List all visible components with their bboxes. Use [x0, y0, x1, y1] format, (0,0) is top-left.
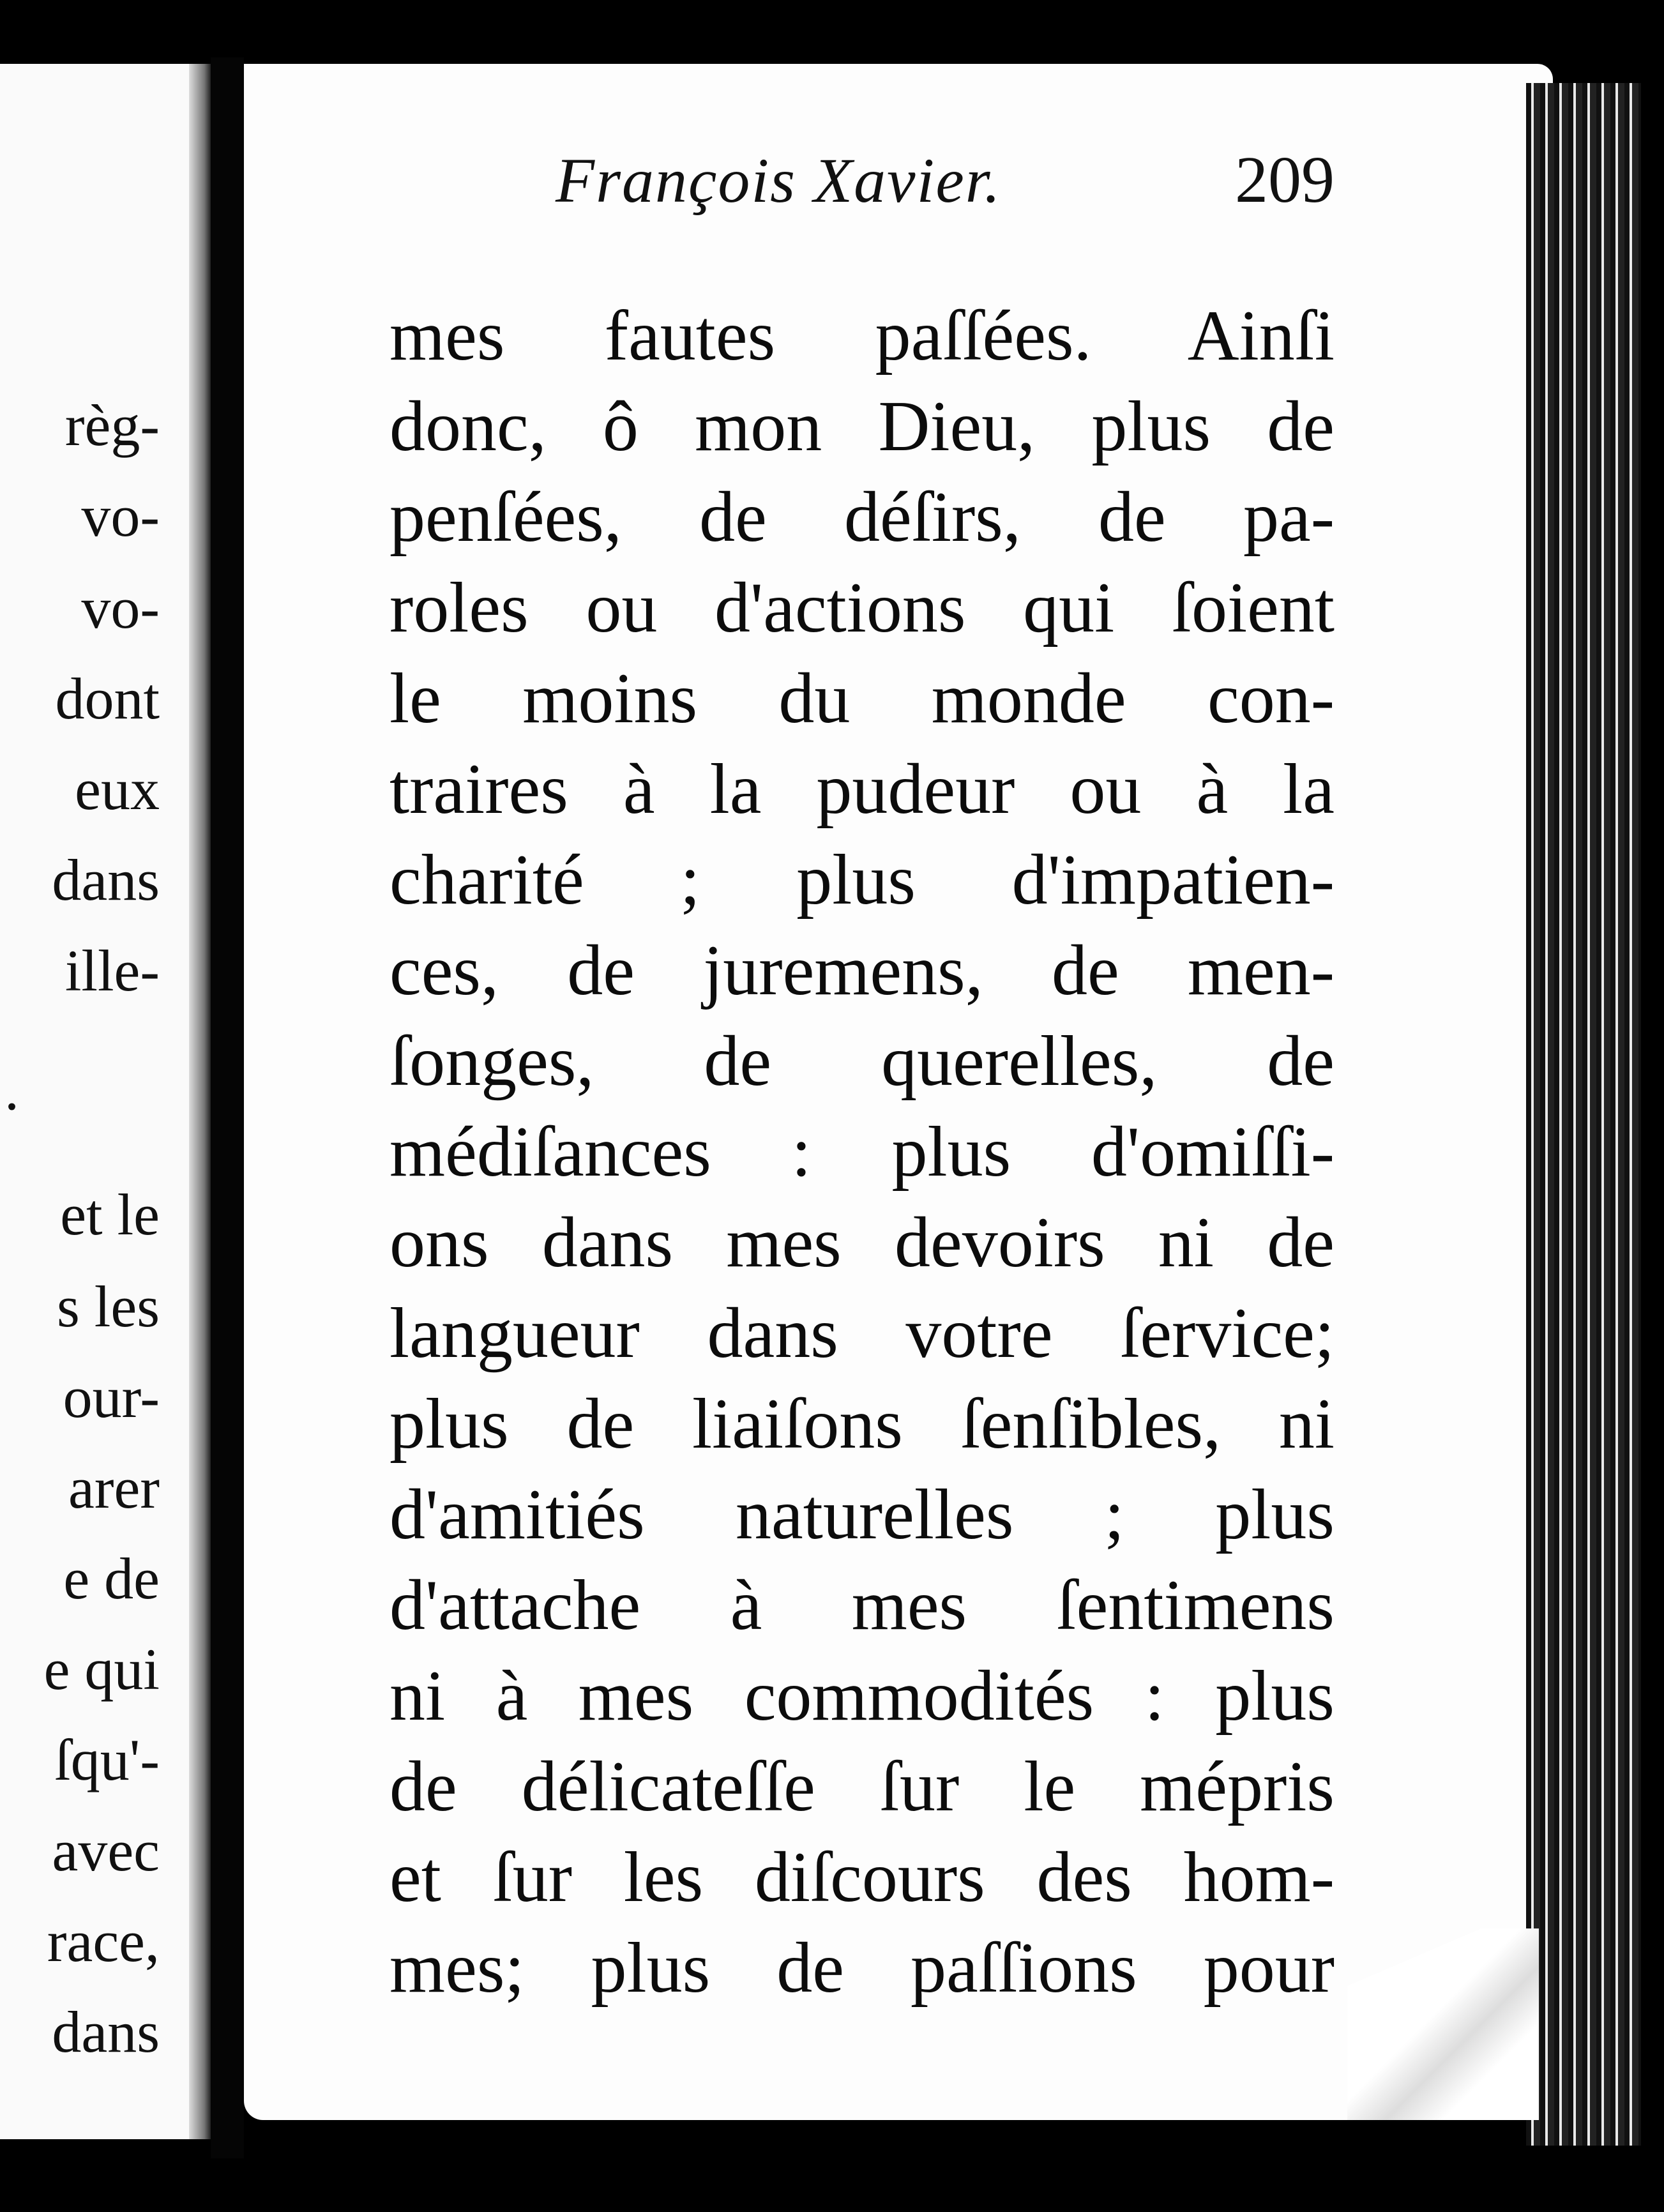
left-page-line: race, — [47, 1909, 160, 1974]
text-line: de délicateſſe ſur le mépris — [390, 1747, 1335, 1826]
text-line: ni à mes commodités : plus — [390, 1656, 1335, 1736]
text-line: le moins du monde con- — [390, 659, 1335, 738]
left-page-gutter — [189, 64, 211, 2139]
left-page-line: e qui — [43, 1637, 160, 1702]
left-page — [0, 64, 211, 2139]
text-line: traires à la pudeur ou à la — [390, 750, 1335, 829]
left-page-line: règ- — [64, 393, 160, 458]
left-page-line: dans — [52, 1999, 160, 2064]
text-line: roles ou d'actions qui ſoient — [390, 568, 1335, 648]
page-edges — [1526, 83, 1641, 2146]
text-line: d'attache à mes ſentimens — [390, 1566, 1335, 1645]
text-line: langueur dans votre ſervice; — [390, 1294, 1335, 1373]
book-spine — [211, 57, 244, 2158]
left-page-line: ille- — [64, 938, 160, 1003]
left-page-line: eux — [75, 757, 160, 822]
text-line: donc, ô mon Dieu, plus de — [390, 387, 1335, 466]
text-line: ons dans mes devoirs ni de — [390, 1203, 1335, 1282]
text-line: médiſances : plus d'omiſſi- — [390, 1112, 1335, 1192]
left-page-line: vo- — [81, 483, 160, 549]
left-page-line: avec — [52, 1818, 160, 1883]
left-page-line: . — [4, 1057, 19, 1122]
text-line: ces, de juremens, de men- — [390, 931, 1335, 1010]
left-page-line: e de — [63, 1546, 160, 1611]
text-line: d'amitiés naturelles ; plus — [390, 1475, 1335, 1554]
left-page-line: ſqu'- — [54, 1727, 160, 1792]
left-page-line: our- — [63, 1365, 160, 1430]
text-line: ſonges, de querelles, de — [390, 1022, 1335, 1101]
text-line: mes; plus de paſſions pour — [390, 1928, 1335, 2008]
page-number: 209 — [1235, 143, 1335, 216]
text-line: penſées, de déſirs, de pa- — [390, 478, 1335, 557]
text-line: mes fautes paſſées. Ainſi — [390, 296, 1335, 375]
running-title: François Xavier. — [556, 145, 1002, 216]
left-page-line: dans — [52, 847, 160, 913]
text-line: et ſur les diſcours des hom- — [390, 1838, 1335, 1917]
left-page-line: dont — [55, 666, 160, 731]
left-page-line: s les — [57, 1274, 160, 1339]
left-page-line: arer — [68, 1455, 160, 1520]
left-page-line: et le — [60, 1182, 160, 1247]
running-head — [556, 143, 1335, 216]
text-line: plus de liaiſons ſenſibles, ni — [390, 1384, 1335, 1464]
left-page-line: vo- — [81, 575, 160, 640]
text-line: charité ; plus d'impatien- — [390, 840, 1335, 920]
